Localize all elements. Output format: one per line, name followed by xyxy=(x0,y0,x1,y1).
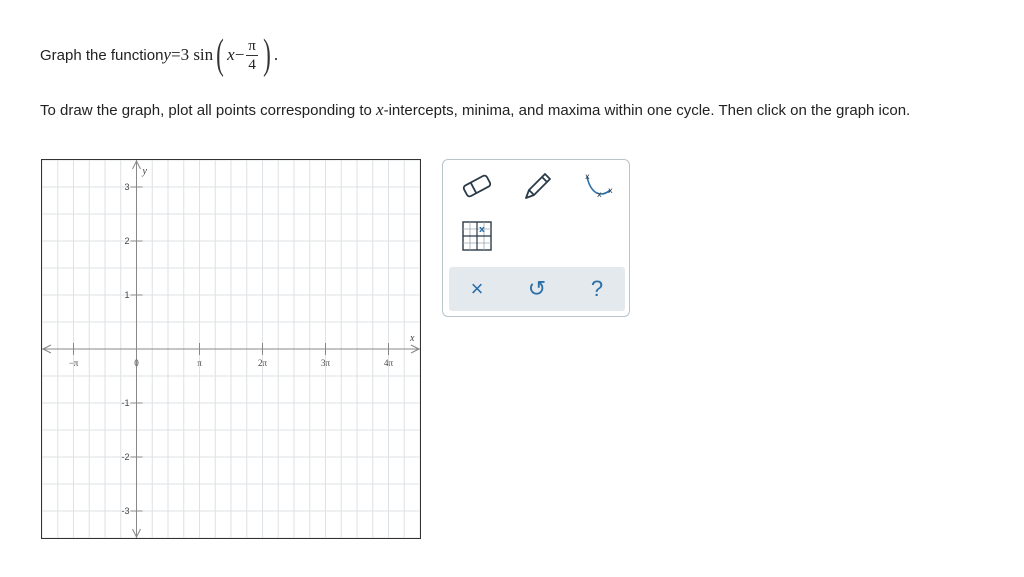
y-tick-label: -1 xyxy=(121,398,130,408)
y-tick-label: 3 xyxy=(124,182,130,192)
pencil-tool[interactable] xyxy=(517,168,557,208)
minus-sign: − xyxy=(234,45,245,64)
right-paren: ) xyxy=(263,32,271,78)
instructions-text-1: To draw the graph, plot all points corresponding to xyxy=(40,102,377,119)
svg-text:x: x xyxy=(597,189,602,199)
undo-button[interactable] xyxy=(517,273,557,305)
x-tick-label: π xyxy=(197,358,202,368)
instructions xyxy=(40,100,910,120)
fraction-denominator: 4 xyxy=(248,56,256,73)
eraser-icon xyxy=(460,173,494,204)
prompt-lead: Graph the function xyxy=(40,46,164,64)
x-tick-label: −π xyxy=(68,358,79,368)
svg-text:x: x xyxy=(585,171,590,181)
graph-toolbox xyxy=(442,159,630,317)
instructions-x-var: x xyxy=(376,100,384,119)
graph-grid-icon xyxy=(462,221,492,256)
problem-statement xyxy=(40,30,278,80)
sine-curve-tool[interactable] xyxy=(577,168,617,208)
sine-curve-tool-icon xyxy=(579,170,615,207)
fraction-numerator: π xyxy=(248,37,256,54)
help-button[interactable] xyxy=(577,273,617,305)
y-axis-label: y xyxy=(142,166,147,177)
graph-svg xyxy=(42,160,420,538)
x-axis-label: x xyxy=(410,333,415,344)
clear-button[interactable] xyxy=(457,273,497,305)
y-tick-label: -2 xyxy=(121,452,130,462)
coefficient: 3 xyxy=(180,45,190,64)
x-variable: x xyxy=(227,45,235,64)
y-tick-label: 1 xyxy=(124,290,130,300)
graph-canvas[interactable] xyxy=(41,159,421,539)
statement-period: . xyxy=(273,45,279,64)
instructions-text-2: -intercepts, minima, and maxima within one cycle. Then click on the graph icon. xyxy=(383,102,911,119)
svg-text:x: x xyxy=(608,185,613,195)
close-icon: × xyxy=(470,276,484,301)
x-tick-label: 2π xyxy=(257,358,268,368)
graph-button[interactable] xyxy=(457,218,497,258)
function-expression xyxy=(163,45,213,65)
undo-icon: ↺ xyxy=(527,276,547,301)
y-variable: y xyxy=(163,45,171,64)
sin-function: sin xyxy=(193,45,214,64)
x-tick-label: 4π xyxy=(383,358,394,368)
y-tick-label: 2 xyxy=(124,236,130,246)
fraction-pi-over-4 xyxy=(246,37,258,74)
equals-sign: = xyxy=(170,45,181,64)
help-icon: ? xyxy=(590,276,604,301)
x-tick-label: 0 xyxy=(134,358,139,368)
pencil-icon xyxy=(521,171,553,206)
x-tick-label: 3π xyxy=(320,358,331,368)
svg-text:x: x xyxy=(479,224,485,235)
y-tick-label: -3 xyxy=(121,506,130,516)
action-bar xyxy=(449,267,625,311)
left-paren: ( xyxy=(216,32,225,78)
eraser-tool[interactable] xyxy=(457,168,497,208)
